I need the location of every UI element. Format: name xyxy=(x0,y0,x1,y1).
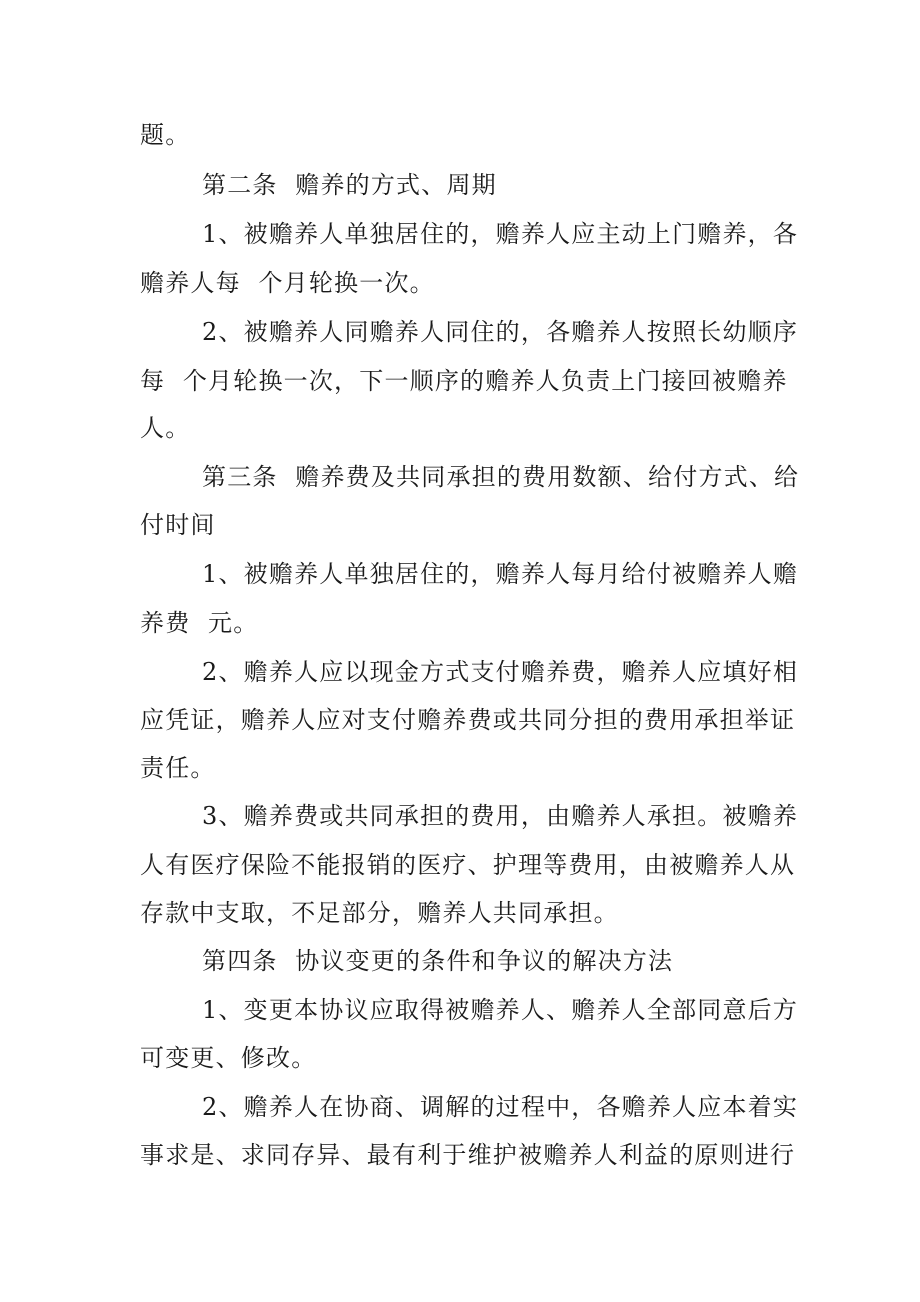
article-2-heading: 第二条 赡养的方式、周期 xyxy=(202,171,497,199)
article-2-item-1-line-1: 1、被赡养人单独居住的，赡养人应主动上门赡养，各 xyxy=(202,220,799,248)
article-2-item-1-line-2: 赡养人每 个月轮换一次。 xyxy=(140,269,435,297)
article-3-item-3-line-1: 3、赡养费或共同承担的费用，由赡养人承担。被赡养 xyxy=(202,802,799,830)
article-4-item-2-line-2: 事求是、求同存异、最有利于维护被赡养人利益的原则进行 xyxy=(140,1141,796,1169)
article-3-item-1-line-1: 1、被赡养人单独居住的，赡养人每月给付被赡养人赡 xyxy=(202,560,799,588)
article-4-heading: 第四条 协议变更的条件和争议的解决方法 xyxy=(202,947,674,975)
article-4-item-1-line-2: 可变更、修改。 xyxy=(140,1044,317,1072)
article-3-item-3-line-2: 人有医疗保险不能报销的医疗、护理等费用，由被赡养人从 xyxy=(140,851,796,879)
article-3-item-3-line-3: 存款中支取，不足部分，赡养人共同承担。 xyxy=(140,899,619,927)
article-3-heading-line-2: 付时间 xyxy=(140,511,216,539)
article-3-item-1-line-2: 养费 元。 xyxy=(140,609,259,637)
article-3-item-2-line-1: 2、赡养人应以现金方式支付赡养费，赡养人应填好相 xyxy=(202,658,799,686)
article-4-item-2-line-1: 2、赡养人在协商、调解的过程中，各赡养人应本着实 xyxy=(202,1093,799,1121)
article-2-item-2-line-2: 每 个月轮换一次，下一顺序的赡养人负责上门接回被赡养 xyxy=(140,367,788,395)
article-3-item-2-line-3: 责任。 xyxy=(140,754,216,782)
article-3-item-2-line-2: 应凭证，赡养人应对支付赡养费或共同分担的费用承担举证 xyxy=(140,706,796,734)
article-2-item-2-line-1: 2、被赡养人同赡养人同住的，各赡养人按照长幼顺序 xyxy=(202,318,799,346)
article-3-heading-line-1: 第三条 赡养费及共同承担的费用数额、给付方式、给 xyxy=(202,463,800,491)
article-2-item-2-line-3: 人。 xyxy=(140,414,191,442)
article-4-item-1-line-1: 1、变更本协议应取得被赡养人、赡养人全部同意后方 xyxy=(202,996,799,1024)
text-line-continuation: 题。 xyxy=(140,121,191,149)
